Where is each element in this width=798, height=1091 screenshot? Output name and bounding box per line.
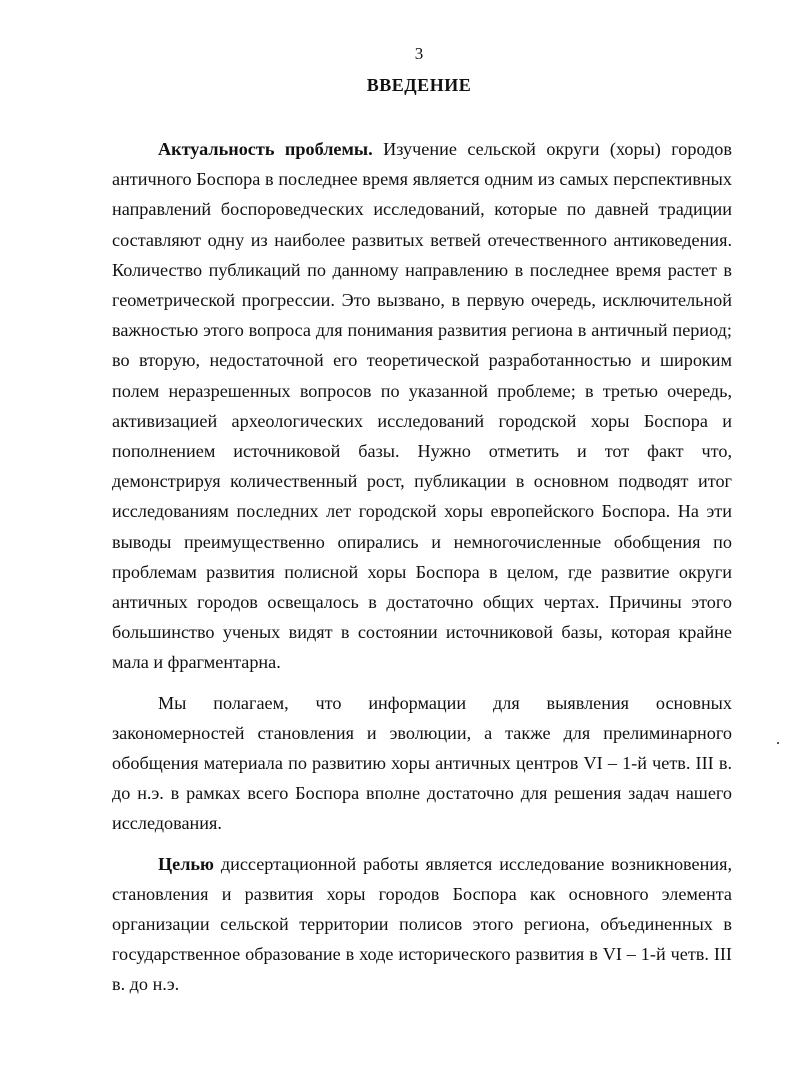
- paragraph-goal: [112, 849, 732, 1000]
- paragraph-text-relevance: Изучение сельской округи (хоры) городов античного Боспора в последнее время является одним из самых перспективных направлений боспороведческих исследований, которые по давней традиции составляют одну из наиболее развитых ветвей отечественного антиковедения. Количество публикаций по данному направлению в последнее время растет в геометрической прогрессии. Это вызвано, в первую очередь, исключительной важностью этого вопроса для понимания развития региона в античный период; во вторую, недостаточной его теоретической разработанностью и широким полем неразрешенных вопросов по указанной проблеме; в третью очередь, активизацией археологических исследований городской хоры Боспора и пополнением источниковой базы. Нужно отметить и тот факт что, демонстрируя количественный рост, публикации в основном подводят итог исследованиям последних лет городской хоры европейского Боспора. На эти выводы преимущественно опирались и немногочисленные обобщения по проблемам развития полисной хоры Боспора в целом, где развитие округи античных городов освещалось в достаточно общих чертах. Причины этого большинство ученых видят в состоянии источниковой базы, которая крайне мала и фрагментарна.: [112, 139, 732, 673]
- body-text: [112, 134, 732, 1000]
- section-heading: ВВЕДЕНИЕ: [366, 75, 472, 95]
- paragraph-relevance: [112, 134, 732, 678]
- paragraph-lead-relevance: Актуальность проблемы.: [158, 139, 373, 159]
- scan-speck: [777, 742, 779, 744]
- paragraph-lead-goal: Целью: [158, 853, 214, 874]
- paragraph-text-assumption: Мы полагаем, что информации для выявления основных закономерностей становления и эволюции, а также для прелиминарного обобщения материала по развитию хоры античных центров VI – 1-й четв. III в. до н.э. в рамках всего Боспора вполне достаточно для решения задач нашего исследования.: [112, 692, 732, 834]
- page-number: 3: [414, 44, 424, 63]
- paragraph-text-goal: диссертационной работы является исследование возникновения, становления и развития хоры городов Боспора как основного элемента организации сельской территории полисов этого региона, объединенных в государственное образование в ходе исторического развития в VI – 1-й четв. III в. до н.э.: [112, 853, 732, 995]
- paragraph-assumption: [112, 688, 732, 839]
